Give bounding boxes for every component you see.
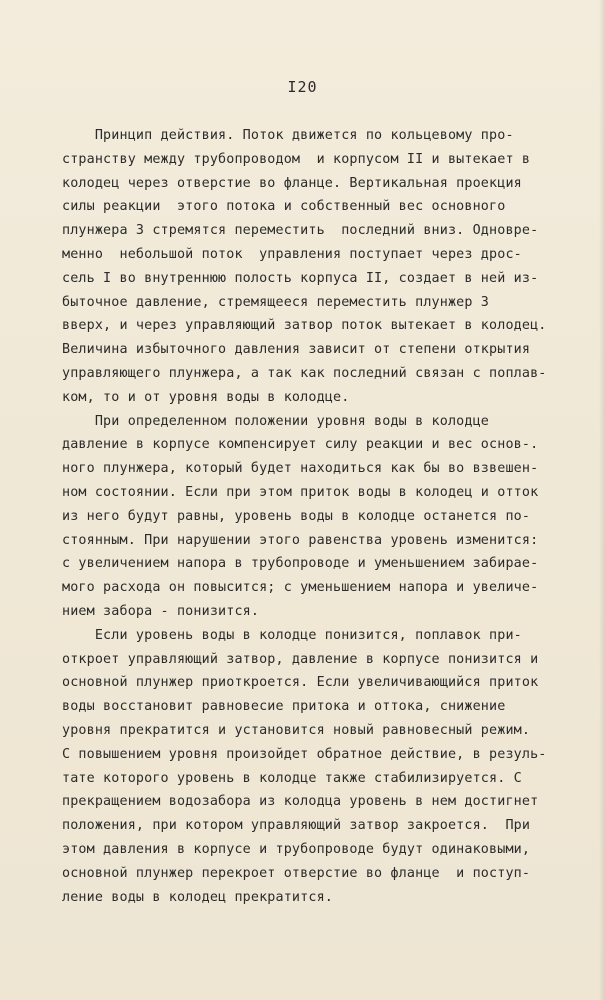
text-line: из него будут равны, уровень воды в колодце останется по- (62, 508, 531, 524)
paragraph-equilibrium (62, 410, 572, 624)
text-line: стоянным. При нарушении этого равенства уровень изменится: (62, 532, 539, 548)
text-line: сель I во внутреннюю полость корпуса II, создает в ней из- (62, 270, 539, 286)
text-line: менно небольшой поток управления поступает через дрос- (62, 246, 522, 262)
text-line: нием забора - понизится. (62, 603, 260, 619)
text-line: силы реакции этого потока и собственный вес основного (62, 199, 506, 215)
text-line: Если уровень воды в колодце понизится, поплавок при- (62, 627, 522, 643)
text-line: Величина избыточного давления зависит от степени открытия (62, 342, 531, 358)
page-edge-shadow (599, 0, 605, 1000)
text-line: При определенном положении уровня воды в колодце (62, 413, 490, 429)
text-line: С повышением уровня произойдет обратное действие, в резуль- (62, 746, 547, 762)
text-line: уровня прекратится и установится новый равновесный режим. (62, 722, 531, 738)
page-number: I20 (287, 78, 318, 96)
text-line: ление воды в колодец прекратится. (62, 889, 333, 905)
text-line: прекращением водозабора из колодца уровень в нем достигнет (62, 794, 539, 810)
text-line: давление в корпусе компенсирует силу реакции и вес основ-. (62, 437, 539, 453)
page-body (62, 124, 572, 909)
text-line: управляющего плунжера, а так как последний связан с поплав- (62, 365, 547, 381)
text-line: странству между трубопроводом и корпусом II и вытекает в (62, 151, 531, 167)
text-line: этом давления в корпусе и трубопроводе будут одинаковыми, (62, 841, 531, 857)
text-line: Принцип действия. Поток движется по кольцевому про- (62, 128, 514, 143)
text-line: плунжера 3 стремятся переместить последний вниз. Одновре- (62, 223, 539, 239)
paragraph-principle (62, 124, 572, 410)
text-line: основной плунжер перекроет отверстие во фланце и поступ- (62, 865, 531, 881)
text-line: мого расхода он повысится; с уменьшением напора и увеличе- (62, 580, 539, 596)
text-line: с увеличением напора в трубопроводе и уменьшением забирае- (62, 556, 539, 572)
text-line: вверх, и через управляющий затвор поток вытекает в колодец. (62, 318, 547, 334)
text-line: быточное давление, стремящееся переместить плунжер 3 (62, 294, 490, 310)
text-line: ном состоянии. Если при этом приток воды в колодец и отток (62, 484, 539, 500)
text-line: ного плунжера, который будет находиться как бы во взвешен- (62, 461, 539, 477)
text-line: ком, то и от уровня воды в колодце. (62, 389, 350, 405)
text-line: колодец через отверстие во фланце. Вертикальная проекция (62, 175, 522, 191)
text-line: положения, при котором управляющий затвор закроется. При (62, 818, 531, 834)
text-line: тате которого уровень в колодце также стабилизируется. С (62, 770, 522, 786)
text-line: откроет управляющий затвор, давление в корпусе понизится и (62, 651, 539, 667)
text-line: воды восстановит равновесие притока и оттока, снижение (62, 699, 506, 715)
text-line: основной плунжер приоткроется. Если увеличивающийся приток (62, 675, 539, 691)
paragraph-level-drop (62, 624, 572, 910)
